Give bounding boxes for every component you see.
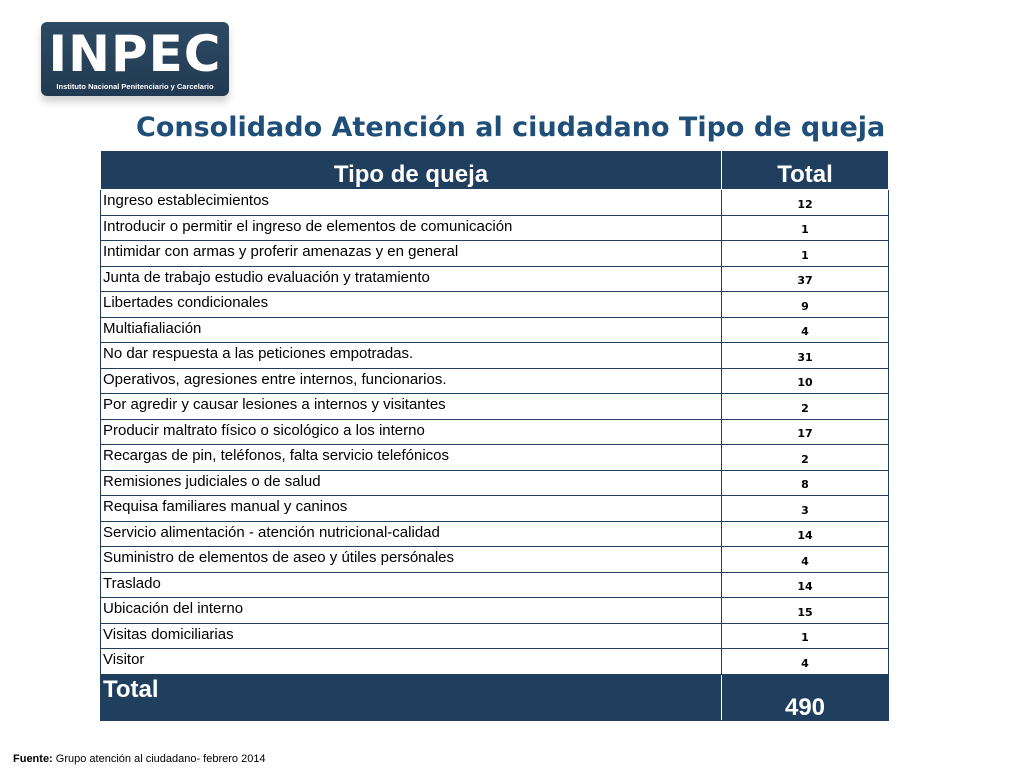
complaint-total-cell: 14 (722, 572, 889, 598)
complaint-type-cell: Introducir o permitir el ingreso de elementos de comunicación (101, 215, 722, 241)
complaint-total-cell: 15 (722, 598, 889, 624)
complaint-type-cell: Multiafialiación (101, 317, 722, 343)
total-label: Total (101, 674, 722, 720)
complaint-total-cell: 4 (722, 317, 889, 343)
complaint-total-cell: 1 (722, 241, 889, 267)
table-row (101, 317, 889, 343)
inpec-logo (41, 22, 229, 96)
table-row (101, 598, 889, 624)
complaint-type-cell: Ingreso establecimientos (101, 190, 722, 216)
complaint-type-cell: Requisa familiares manual y caninos (101, 496, 722, 522)
table-row (101, 445, 889, 471)
complaint-total-cell: 2 (722, 445, 889, 471)
complaint-type-cell: Libertades condicionales (101, 292, 722, 318)
complaint-total-cell: 17 (722, 419, 889, 445)
header-tipo: Tipo de queja (101, 151, 722, 190)
total-row (101, 674, 889, 720)
complaint-total-cell: 3 (722, 496, 889, 522)
complaint-type-cell: Producir maltrato físico o sicológico a los interno (101, 419, 722, 445)
logo-wordmark: INPEC (48, 25, 222, 83)
complaint-total-cell: 31 (722, 343, 889, 369)
complaint-type-cell: Intimidar con armas y proferir amenazas y en general (101, 241, 722, 267)
total-value: 490 (722, 674, 889, 720)
table-row (101, 572, 889, 598)
complaint-type-cell: Servicio alimentación - atención nutricional-calidad (101, 521, 722, 547)
complaint-total-cell: 37 (722, 266, 889, 292)
source-footnote (13, 753, 266, 765)
table-row (101, 547, 889, 573)
complaint-type-cell: Suministro de elementos de aseo y útiles persónales (101, 547, 722, 573)
source-text: Grupo atención al ciudadano- febrero 2014 (55, 753, 266, 765)
table-row (101, 266, 889, 292)
complaint-total-cell: 9 (722, 292, 889, 318)
complaint-total-cell: 4 (722, 547, 889, 573)
table-row (101, 241, 889, 267)
table-header-row (101, 151, 889, 190)
complaint-total-cell: 2 (722, 394, 889, 420)
table-row (101, 623, 889, 649)
table-row (101, 215, 889, 241)
table-row (101, 394, 889, 420)
table-row (101, 292, 889, 318)
complaint-type-cell: Por agredir y causar lesiones a internos y visitantes (101, 394, 722, 420)
table-row (101, 521, 889, 547)
complaint-total-cell: 14 (722, 521, 889, 547)
complaint-total-cell: 4 (722, 649, 889, 675)
complaint-type-cell: Visitas domiciliarias (101, 623, 722, 649)
table-row (101, 496, 889, 522)
source-label: Fuente: (13, 753, 53, 765)
complaint-type-cell: Operativos, agresiones entre internos, funcionarios. (101, 368, 722, 394)
complaint-type-cell: Ubicación del interno (101, 598, 722, 624)
complaint-total-cell: 12 (722, 190, 889, 216)
logo-subtitle: Instituto Nacional Penitenciario y Carcelario (56, 82, 214, 91)
complaint-total-cell: 1 (722, 623, 889, 649)
page-title: Consolidado Atención al ciudadano Tipo de queja (136, 112, 886, 143)
complaint-total-cell: 1 (722, 215, 889, 241)
complaints-table (100, 150, 889, 721)
table-row (101, 419, 889, 445)
complaint-type-cell: Recargas de pin, teléfonos, falta servicio telefónicos (101, 445, 722, 471)
table-row (101, 470, 889, 496)
table-row (101, 190, 889, 216)
complaint-total-cell: 8 (722, 470, 889, 496)
complaint-total-cell: 10 (722, 368, 889, 394)
table-row (101, 649, 889, 675)
complaint-type-cell: Remisiones judiciales o de salud (101, 470, 722, 496)
header-total: Total (722, 151, 889, 190)
complaint-type-cell: Junta de trabajo estudio evaluación y tratamiento (101, 266, 722, 292)
complaint-type-cell: Visitor (101, 649, 722, 675)
complaint-type-cell: No dar respuesta a las peticiones empotradas. (101, 343, 722, 369)
complaint-type-cell: Traslado (101, 572, 722, 598)
table-row (101, 343, 889, 369)
table-row (101, 368, 889, 394)
table-body (101, 190, 889, 675)
